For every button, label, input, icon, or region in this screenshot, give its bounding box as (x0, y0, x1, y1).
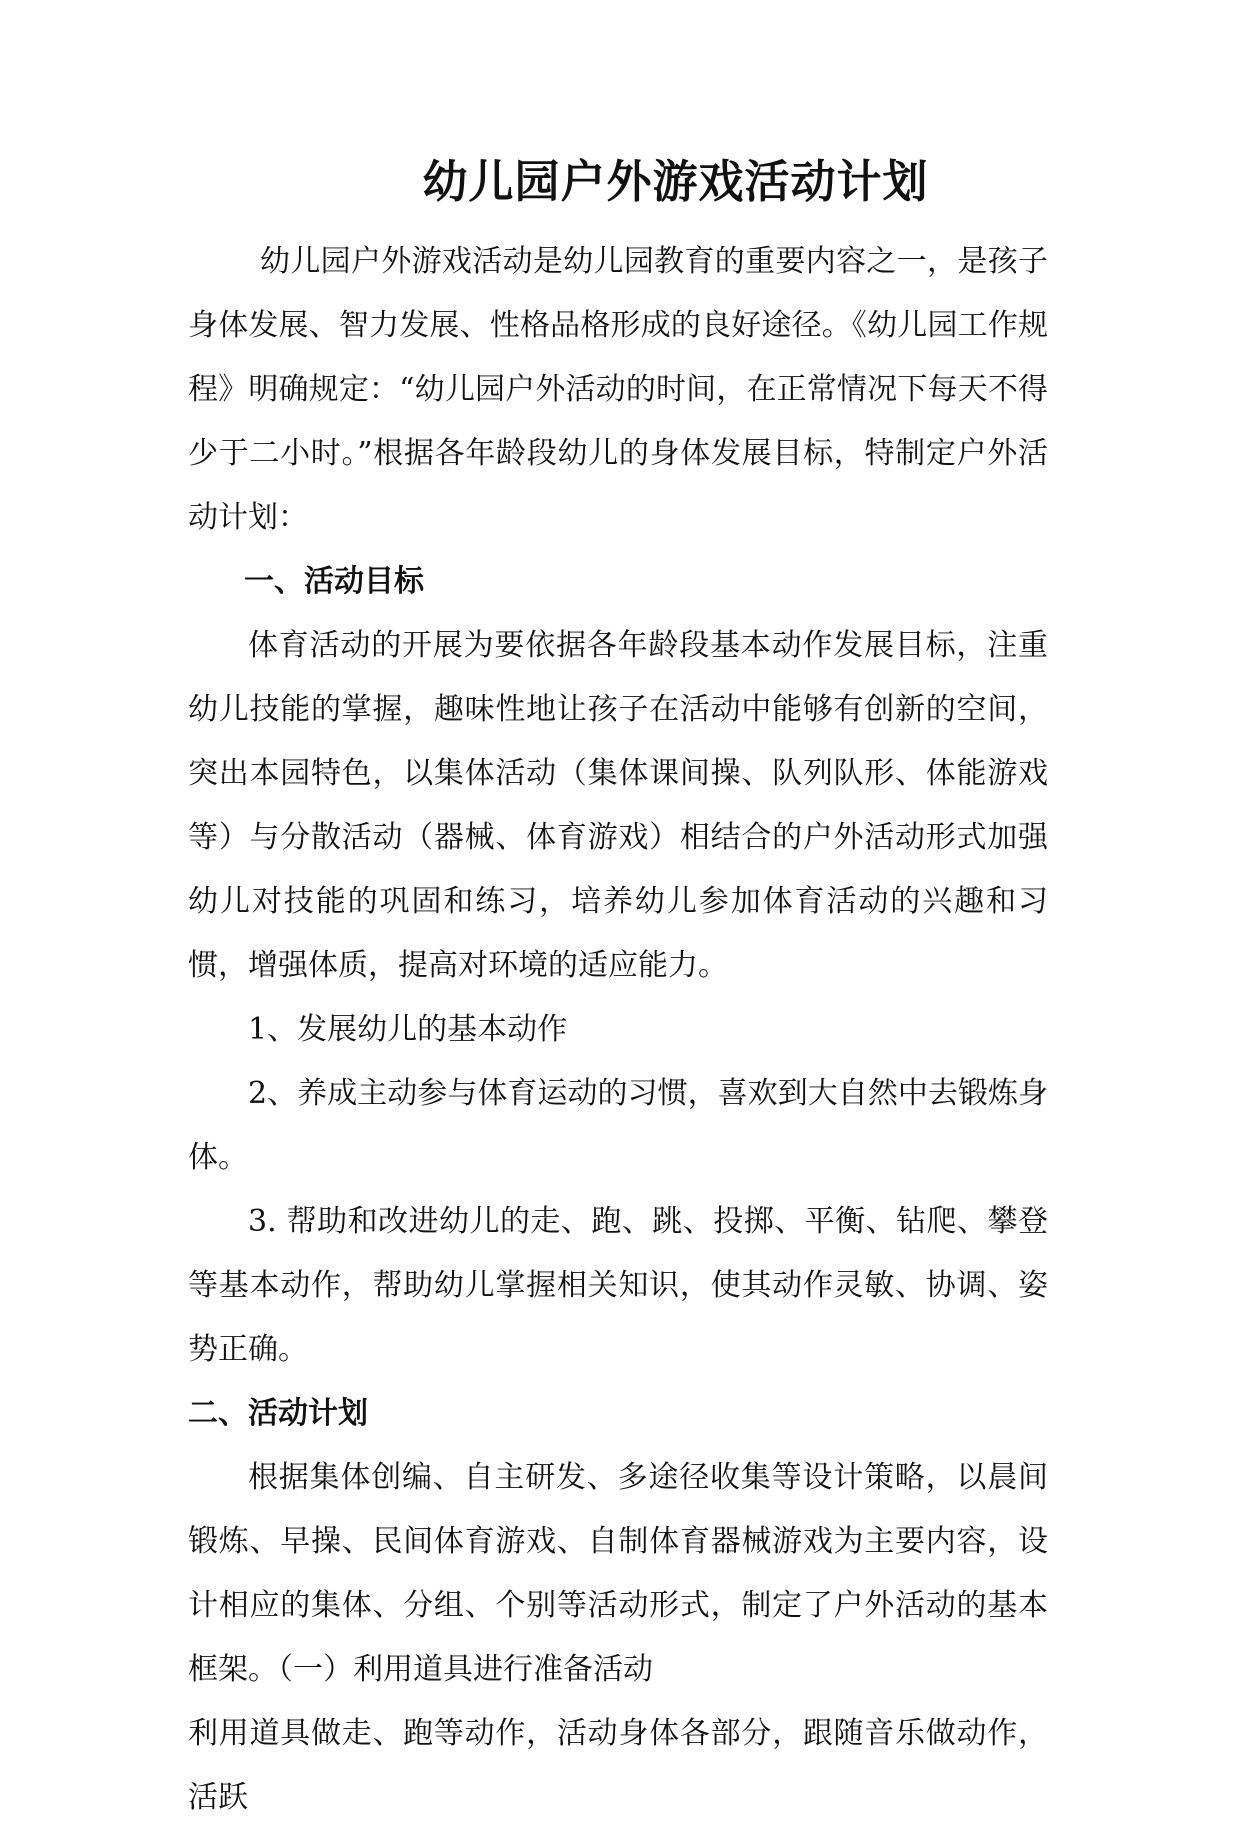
list-item: 1、发展幼儿的基本动作 (248, 1012, 568, 1047)
page-title: 幼儿园户外游戏活动计划 (422, 155, 929, 208)
section1-paragraph: 体育活动的开展为要依据各年龄段基本动作发展目标，注重幼儿技能的掌握，趣味性地让孩子在活动中能够有创新的空间，突出本园特色，以集体活动（集体课间操、队列队形、体能游戏等）与分散活动（器械、体育游戏）相结合的户外活动形式加强幼儿对技能的巩固和练习，培养幼儿参加体育活动的兴趣和习惯，增强体质，提高对环境的适应能力。 (188, 628, 1048, 983)
document-body (188, 230, 1048, 1830)
section2-last-line: 利用道具做走、跑等动作，活动身体各部分，跟随音乐做动作，活跃 (188, 1716, 1048, 1815)
section1-heading: 一、活动目标 (244, 564, 424, 599)
section2-heading: 二、活动计划 (188, 1396, 368, 1431)
list-item: 2、养成主动参与体育运动的习惯，喜欢到大自然中去锻炼身体。 (188, 1076, 1048, 1175)
section2-paragraph: 根据集体创编、自主研发、多途径收集等设计策略，以晨间锻炼、早操、民间体育游戏、自制体育器械游戏为主要内容，设计相应的集体、分组、个别等活动形式，制定了户外活动的基本框架。（一）利用道具进行准备活动 (188, 1460, 1048, 1687)
intro-paragraph: 幼儿园户外游戏活动是幼儿园教育的重要内容之一，是孩子身体发展、智力发展、性格品格形成的良好途径。《幼儿园工作规程》明确规定：“幼儿园户外活动的时间，在正常情况下每天不得少于二小时。”根据各年龄段幼儿的身体发展目标，特制定户外活动计划： (188, 244, 1048, 535)
list-item: 3. 帮助和改进幼儿的走、跑、跳、投掷、平衡、钻爬、攀登等基本动作，帮助幼儿掌握相关知识，使其动作灵敏、协调、姿势正确。 (188, 1204, 1048, 1367)
